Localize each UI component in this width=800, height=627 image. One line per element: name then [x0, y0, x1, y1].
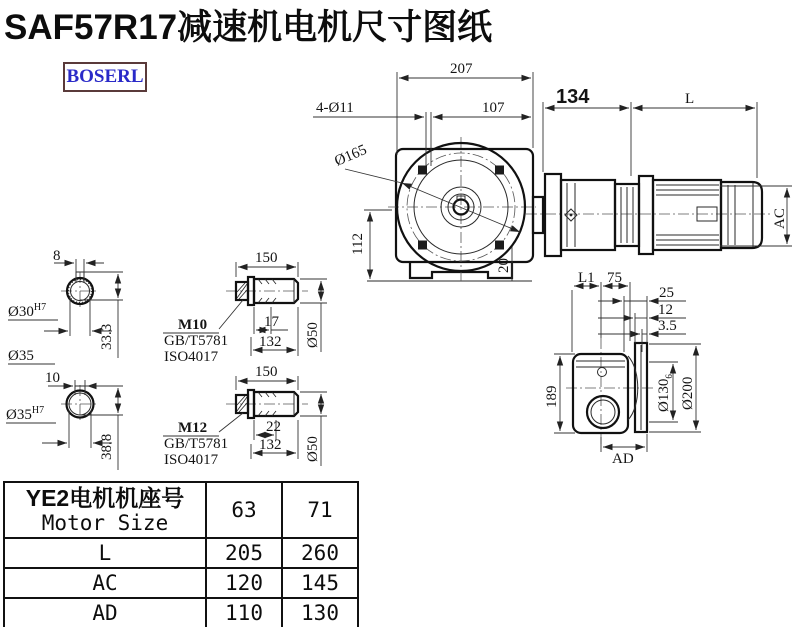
- dim-key-height-2: 38.8: [99, 433, 115, 460]
- value-AD-71: 130: [282, 598, 358, 627]
- value-L-71: 260: [282, 538, 358, 568]
- dim-bushing1-length: 150: [255, 250, 278, 266]
- dim-gear-length: 134: [556, 86, 590, 108]
- value-AD-63: 110: [206, 598, 282, 627]
- dim-bushing2-dia: Ø50: [305, 436, 321, 462]
- value-L-63: 205: [206, 538, 282, 568]
- dim-motor-length: L: [685, 91, 695, 107]
- shaft-hole-detail-1: [8, 248, 123, 364]
- dim-bushing2-body: 132: [259, 437, 282, 453]
- dim-foot: 20: [496, 258, 512, 273]
- dim-bolt-holes: 4-Ø11: [316, 100, 354, 116]
- shaft-hole-detail-2: [6, 370, 123, 470]
- table-header-motor-size: [4, 482, 206, 538]
- boserl-logo: BOSERL: [63, 62, 147, 92]
- dim-motor-dia: AC: [772, 208, 788, 229]
- table-col-63: 63: [206, 482, 282, 538]
- dim-bore-2: $Ø35^{H7}$: [6, 405, 45, 423]
- dim-key-width-1: 8: [53, 248, 61, 264]
- bushing2-bolt: M12: [178, 420, 208, 436]
- front-view: [313, 61, 536, 284]
- dim-ad: AD: [612, 451, 634, 467]
- dim-d1: 25: [659, 285, 674, 301]
- dim-total-width: 207: [450, 61, 473, 77]
- motor-bushing-1: [163, 250, 327, 365]
- dim-hub: 75: [607, 270, 622, 286]
- dim-bushing1-body: 132: [259, 334, 282, 350]
- dim-flange-od: Ø200: [680, 376, 696, 410]
- bushing2-std2: ISO4017: [164, 452, 219, 468]
- table-header-en: Motor Size: [41, 511, 169, 536]
- dim-flange-dia: Ø165: [332, 141, 370, 170]
- bushing1-std1: GB/T5781: [164, 333, 229, 349]
- output-flange-view: [544, 270, 701, 467]
- row-label-L: L: [4, 538, 206, 568]
- dim-bushing2-thread: 22: [266, 419, 281, 435]
- row-label-AD: AD: [4, 598, 206, 627]
- table-col-71: 71: [282, 482, 358, 538]
- table-row-AD: [4, 598, 358, 627]
- dim-bore-1: $Ø30^{H7}$: [8, 302, 47, 320]
- value-AC-63: 120: [206, 568, 282, 598]
- page-title: SAF57R17减速机电机尺寸图纸: [4, 8, 493, 47]
- dim-width-to-edge: 107: [482, 100, 505, 116]
- dim-key-height-1: 33.3: [99, 323, 115, 350]
- dim-d3: 3.5: [658, 318, 677, 334]
- table-row-AC: [4, 568, 358, 598]
- dim-spigot: $Ø130_6$: [656, 374, 674, 412]
- dim-bushing2-length: 150: [255, 364, 278, 380]
- dim-center-height: 112: [350, 233, 366, 255]
- motor-size-table: [3, 481, 359, 627]
- dim-outer-1: Ø35: [8, 348, 34, 364]
- bushing1-bolt: M10: [178, 317, 208, 333]
- bushing1-std2: ISO4017: [164, 349, 219, 365]
- row-label-AC: AC: [4, 568, 206, 598]
- table-row-L: [4, 538, 358, 568]
- dim-bushing1-thread: 17: [264, 314, 279, 330]
- dim-d2: 12: [658, 302, 673, 318]
- value-AC-71: 145: [282, 568, 358, 598]
- bushing2-std1: GB/T5781: [164, 436, 229, 452]
- dim-bushing1-dia: Ø50: [305, 322, 321, 348]
- motor-bushing-2: [163, 364, 327, 468]
- side-view: [526, 86, 792, 256]
- dim-key-width-2: 10: [45, 370, 60, 386]
- dim-height: 189: [544, 385, 560, 408]
- dim-l1: L1: [578, 270, 595, 286]
- table-header-cn: YE2电机机座号: [25, 484, 185, 511]
